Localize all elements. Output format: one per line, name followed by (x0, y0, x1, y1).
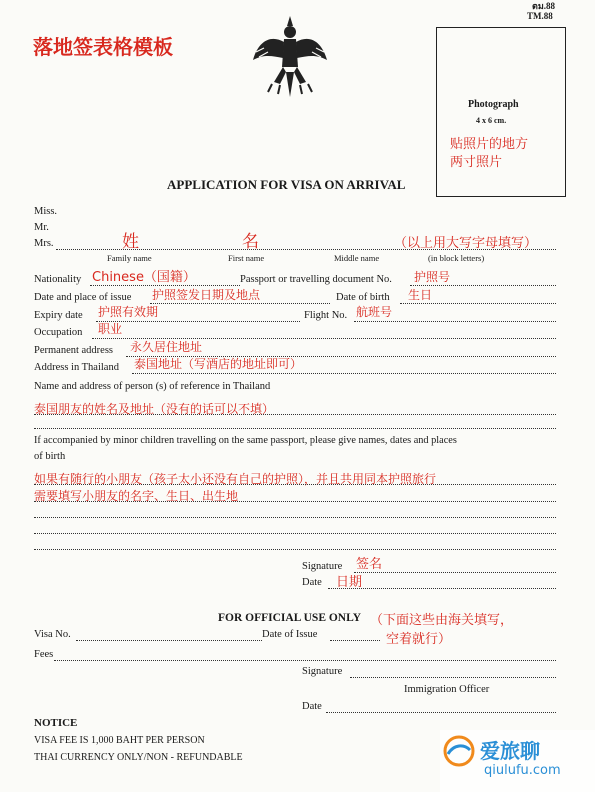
page-title: 落地签表格模板 (33, 35, 173, 59)
middle-name-label: Middle name (334, 253, 380, 263)
fees-field (54, 660, 556, 661)
official-date-label: Date (302, 701, 322, 712)
visa-no-label: Visa No. (34, 629, 71, 640)
form-code-thai: ตม.88 (532, 1, 556, 11)
caps-hint: （以上用大写字母填写） (394, 236, 538, 251)
given-name-hint: 名 (242, 232, 259, 252)
passport-label: Passport or travelling document No. (240, 274, 392, 285)
title-miss: Miss. (34, 206, 58, 217)
watermark-brand: 爱旅聊 (480, 739, 540, 763)
garuda-emblem-icon (250, 12, 330, 107)
issue-label: Date and place of issue (34, 292, 132, 303)
first-name-label: First name (228, 253, 265, 263)
reference-field-line[interactable] (34, 428, 556, 429)
flight-label: Flight No. (304, 310, 348, 321)
children-field[interactable] (34, 484, 556, 485)
signature-label: Signature (302, 561, 343, 572)
issue-hint: 护照签发日期及地点 (152, 288, 261, 302)
form-code: TM.88 (527, 11, 553, 21)
title-mrs: Mrs. (34, 238, 54, 249)
dob-label: Date of birth (336, 292, 390, 303)
photo-label: Photograph (468, 99, 519, 110)
expiry-hint: 护照有效期 (98, 305, 159, 319)
children-label-line2: of birth (34, 451, 66, 462)
date-of-issue-label: Date of Issue (262, 629, 318, 640)
family-name-label: Family name (107, 253, 152, 263)
official-use-title: FOR OFFICIAL USE ONLY (218, 612, 362, 624)
dob-field[interactable] (400, 303, 556, 304)
official-signature-field (350, 677, 556, 678)
official-use-hint: （下面这些由海关填写， (370, 613, 514, 628)
expiry-field[interactable] (96, 321, 300, 322)
passport-hint: 护照号 (414, 270, 451, 284)
signature-field[interactable] (354, 572, 556, 573)
flight-field[interactable] (354, 321, 556, 322)
nationality-hint: Chinese（国籍） (92, 270, 196, 285)
notice-title: NOTICE (34, 717, 78, 729)
thai-address-hint: 泰国地址（写酒店的地址即可） (134, 357, 303, 371)
form-title: APPLICATION FOR VISA ON ARRIVAL (167, 177, 406, 192)
children-hint: 如果有随行的小朋友（孩子太小还没有自己的护照），并且共用同本护照旅行 (34, 472, 437, 486)
nationality-label: Nationality (34, 274, 82, 285)
date-label: Date (302, 577, 322, 588)
permanent-address-hint: 永久居住地址 (130, 340, 203, 354)
occupation-hint: 职业 (98, 322, 123, 336)
notice-fee: VISA FEE IS 1,000 BAHT PER PERSON (34, 735, 205, 746)
fees-label: Fees (34, 649, 54, 660)
official-use-hint-line2: 空着就行） (386, 632, 452, 647)
thai-address-field[interactable] (132, 373, 556, 374)
block-letters-label: (in block letters) (428, 253, 485, 263)
photo-note: 两寸照片 (450, 155, 503, 170)
occupation-label: Occupation (34, 327, 83, 338)
reference-hint: 泰国朋友的姓名及地址（没有的话可以不填） (34, 402, 275, 416)
immigration-officer-label: Immigration Officer (404, 684, 490, 695)
surname-hint: 姓 (122, 232, 139, 252)
dob-hint: 生日 (408, 288, 433, 302)
date-hint: 日期 (336, 575, 363, 590)
issue-field[interactable] (150, 303, 330, 304)
thai-address-label: Address in Thailand (34, 362, 119, 373)
visa-no-field (76, 640, 262, 641)
photo-note: 贴照片的地方 (450, 137, 529, 152)
official-signature-label: Signature (302, 666, 343, 677)
photo-box[interactable] (436, 27, 566, 197)
title-mr: Mr. (34, 222, 49, 233)
date-of-issue-field (330, 640, 380, 641)
children-hint-line2: 需要填写小朋友的名字、生日、出生地 (34, 489, 239, 503)
signature-hint: 签名 (356, 557, 383, 572)
date-field[interactable] (328, 588, 556, 589)
children-field[interactable] (34, 549, 556, 550)
children-label: If accompanied by minor children travelling on the same passport, please give names, dates and places (34, 435, 457, 446)
children-field[interactable] (34, 533, 556, 534)
expiry-label: Expiry date (34, 310, 83, 321)
watermark-url: qiulufu.com (484, 763, 561, 778)
children-field[interactable] (34, 517, 556, 518)
watermark-logo-icon (442, 734, 476, 768)
notice-currency: THAI CURRENCY ONLY/NON - REFUNDABLE (34, 752, 243, 763)
photo-size: 4 x 6 cm. (476, 116, 507, 125)
permanent-address-label: Permanent address (34, 345, 114, 356)
reference-label: Name and address of person (s) of reference in Thailand (34, 381, 271, 392)
flight-hint: 航班号 (356, 305, 393, 319)
children-field[interactable] (34, 501, 556, 502)
official-date-field (326, 712, 556, 713)
